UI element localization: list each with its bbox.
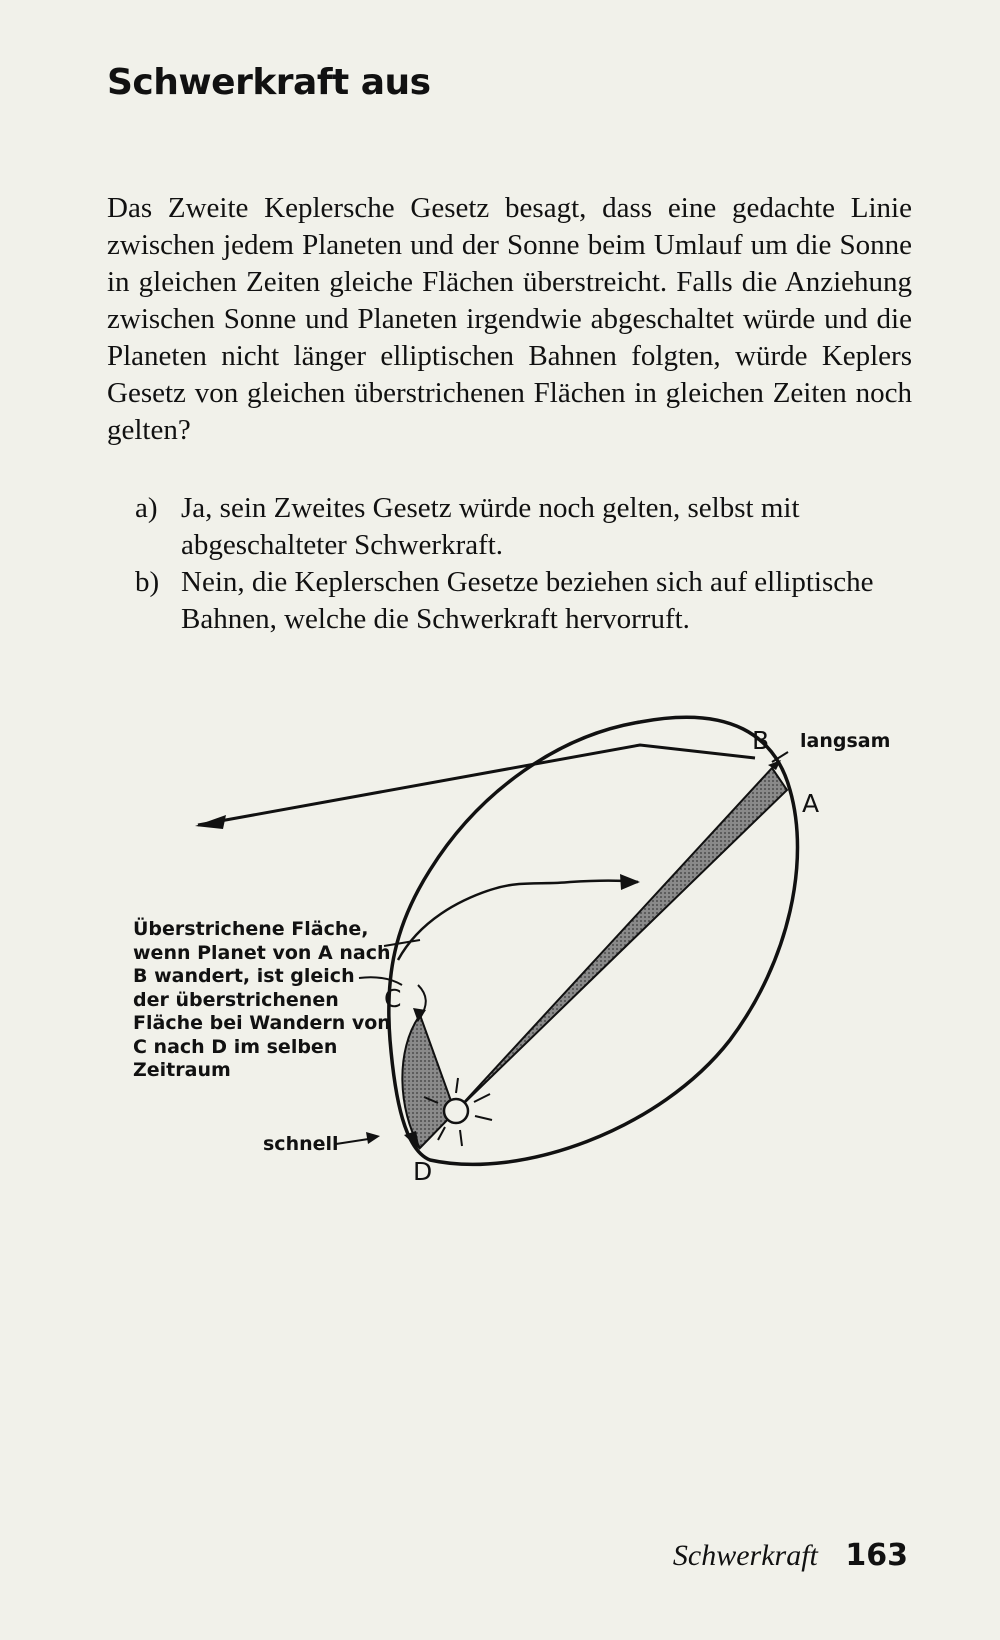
label-a: A	[802, 789, 820, 818]
label-langsam: langsam	[800, 730, 891, 752]
option-b-text: Nein, die Keplerschen Gesetze beziehen sich auf elliptische Bahnen, welche die Schwerkraft hervorruft.	[181, 566, 874, 635]
footer-section: Schwerkraft	[672, 1539, 818, 1572]
label-b: B	[752, 726, 770, 755]
schnell-arrowhead	[366, 1132, 380, 1144]
figure-caption: Überstrichene Fläche, wenn Planet von A nach B wandert, ist gleich der überstrichenen Fläche bei Wandern von C nach D im selben Zeitraum	[133, 918, 391, 1081]
label-schnell: schnell	[263, 1133, 339, 1155]
page-title: Schwerkraft aus	[107, 62, 431, 103]
inner-path	[398, 881, 638, 961]
label-d: D	[413, 1157, 433, 1186]
answer-options	[107, 490, 912, 638]
escape-arrowhead	[195, 815, 226, 829]
sector-ab	[455, 768, 787, 1112]
page-footer	[673, 1538, 908, 1573]
inner-arrowhead	[620, 874, 640, 890]
sector-cd	[402, 1015, 455, 1148]
page-number: 163	[845, 1538, 908, 1573]
option-a	[107, 490, 912, 564]
question-paragraph: Das Zweite Keplersche Gesetz besagt, dass eine gedachte Linie zwischen jedem Planeten und der Sonne beim Umlauf um die Sonne in gleichen Zeiten gleiche Flächen überstreicht. Falls die Anziehung zwischen Sonne und Planeten irgendwie abgeschaltet würde und die Planeten nicht länger elliptischen Bahnen folgten, würde Keplers Gesetz von gleichen überstrichenen Flächen in gleichen Zeiten noch gelten?	[107, 192, 912, 446]
option-a-text: Ja, sein Zweites Gesetz würde noch gelten, selbst mit abgeschalteter Schwerkraft.	[181, 492, 800, 561]
option-a-key: a)	[135, 492, 158, 524]
option-b-key: b)	[135, 566, 160, 598]
label-c: C	[384, 984, 402, 1013]
option-b	[107, 564, 912, 638]
